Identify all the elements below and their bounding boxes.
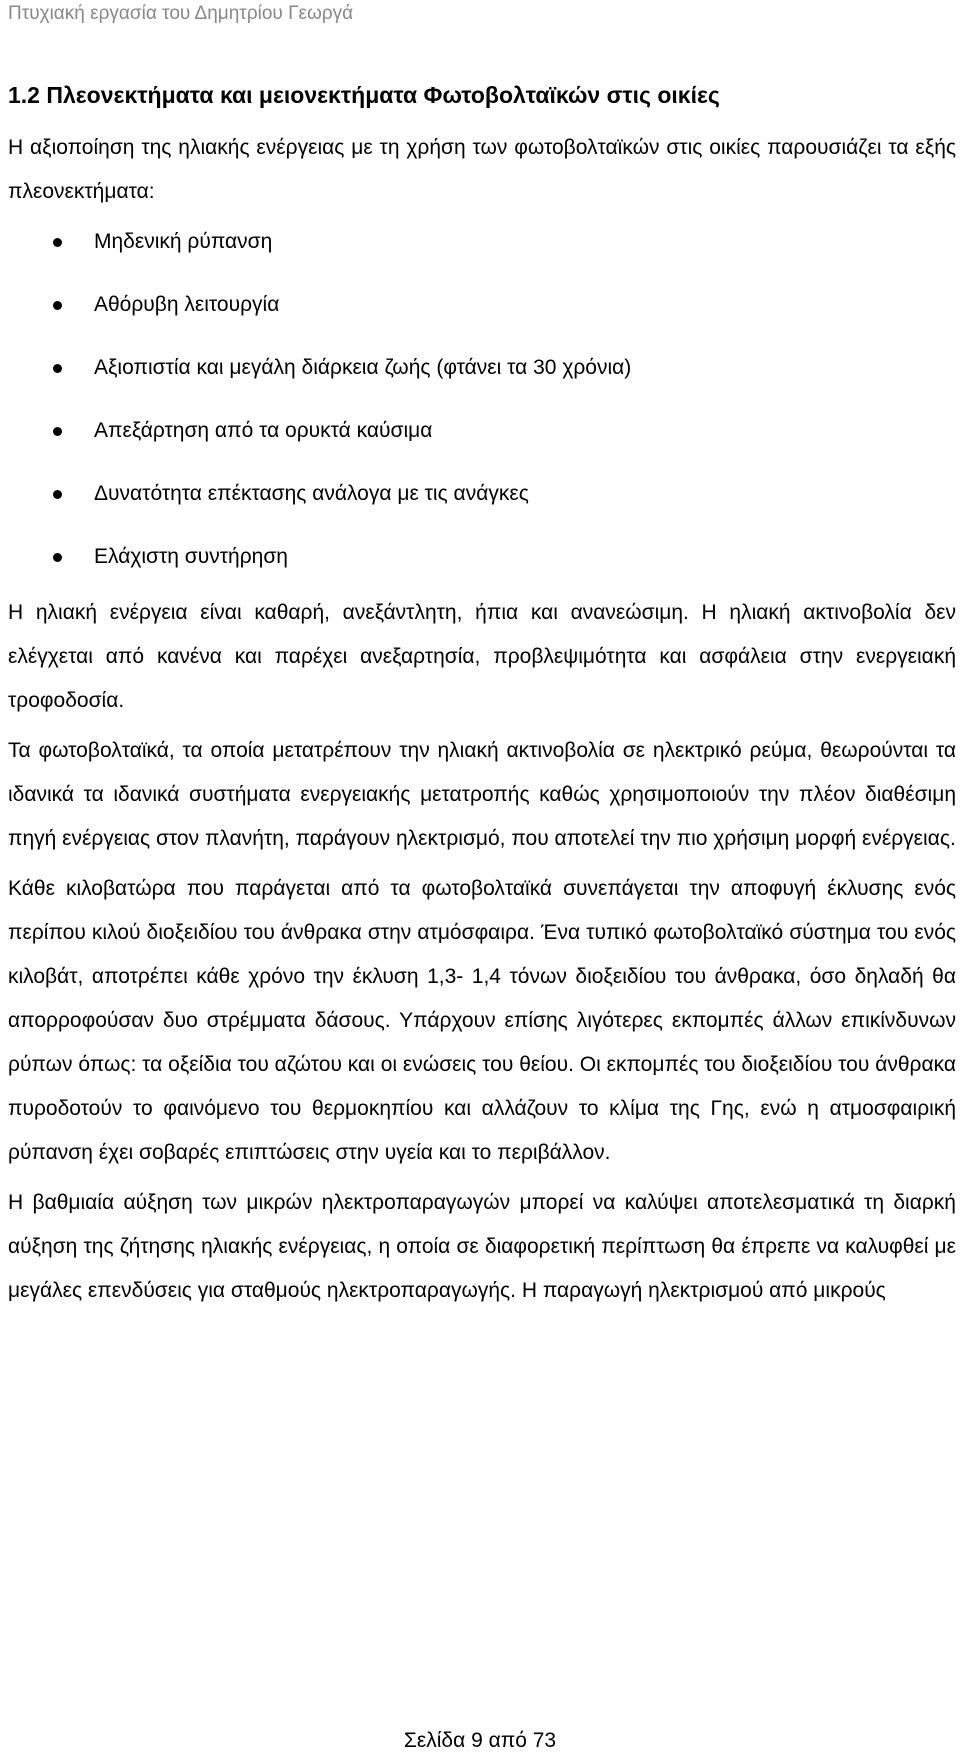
intro-paragraph: Η αξιοποίηση της ηλιακής ενέργειας με τη χρήση των φωτοβολταϊκών στις οικίες παρουσιάζει τα εξής πλεονεκτήματα:	[8, 136, 956, 203]
list-item-text: Μηδενική ρύπανση	[94, 230, 273, 253]
running-header: Πτυχιακή εργασία του Δημητρίου Γεωργά	[8, 3, 354, 24]
paragraph-photovoltaics: Τα φωτοβολταϊκά, τα οποία μετατρέπουν την ηλιακή ακτινοβολία σε ηλεκτρικό ρεύμα, θεωρούνται τα ιδανικά τα ιδανικά συστήματα ενεργειακής μετατροπής καθώς χρησιμοποιούν την πλέον διαθέσιμη πηγή ενέργειας στον πλανήτη, παράγουν ηλεκτρισμό, που αποτελεί την πιο χρήσιμη μορφή ενέργειας.	[8, 739, 956, 850]
list-item-text: Απεξάρτηση από τα ορυκτά καύσιμα	[94, 419, 433, 442]
bullet-icon	[53, 490, 62, 499]
list-item-text: Δυνατότητα επέκτασης ανάλογα με τις ανάγκες	[94, 482, 529, 505]
paragraph-small-producers: Η βαθμιαία αύξηση των μικρών ηλεκτροπαραγωγών μπορεί να καλύψει αποτελεσματικά τη διαρκή αύξηση της ζήτησης ηλιακής ενέργειας, η οποία σε διαφορετική περίπτωση θα έπρεπε να καλυφθεί με μεγάλες επενδύσεις για σταθμούς ηλεκτροπαραγωγής. Η παραγωγή ηλεκτρισμού από μικρούς	[8, 1191, 956, 1302]
bullet-icon	[53, 301, 62, 310]
list-item-text: Ελάχιστη συντήρηση	[94, 545, 288, 568]
list-item-text: Αξιοπιστία και μεγάλη διάρκεια ζωής (φτάνει τα 30 χρόνια)	[94, 356, 632, 379]
bullet-icon	[53, 553, 62, 562]
list-item-text: Αθόρυβη λειτουργία	[94, 293, 280, 316]
advantages-list	[8, 226, 956, 573]
list-item	[8, 541, 956, 573]
list-item	[8, 415, 956, 447]
section-heading: 1.2 Πλεονεκτήματα και μειονεκτήματα Φωτοβολταϊκών στις οικίες	[8, 82, 720, 108]
paragraph-solar-energy: Η ηλιακή ενέργεια είναι καθαρή, ανεξάντλητη, ήπια και ανανεώσιμη. Η ηλιακή ακτινοβολία δεν ελέγχεται από κανένα και παρέχει ανεξαρτησία, προβλεψιμότητα και ασφάλεια στην ενεργειακή τροφοδοσία.	[8, 601, 956, 712]
bullet-icon	[53, 364, 62, 373]
list-item	[8, 289, 956, 321]
list-item	[8, 226, 956, 258]
paragraph-emissions: Κάθε κιλοβατώρα που παράγεται από τα φωτοβολταϊκά συνεπάγεται την αποφυγή έκλυσης ενός περίπου κιλού διοξειδίου του άνθρακα στην ατμόσφαιρα. Ένα τυπικό φωτοβολταϊκό σύστημα του ενός κιλοβάτ, αποτρέπει κάθε χρόνο την έκλυση 1,3- 1,4 τόνων διοξειδίου του άνθρακα, όσο δηλαδή θα απορροφούσαν δυο στρέμματα δάσους. Υπάρχουν επίσης λιγότερες εκπομπές άλλων επικίνδυνων ρύπων όπως: τα οξείδια του αζώτου και οι ενώσεις του θείου. Οι εκπομπές του διοξειδίου του άνθρακα πυροδοτούν το φαινόμενο του θερμοκηπίου και αλλάζουν το κλίμα της Γης, ενώ η ατμοσφαιρική ρύπανση έχει σοβαρές επιπτώσεις στην υγεία και το περιβάλλον.	[8, 877, 956, 1164]
bullet-icon	[53, 238, 62, 247]
bullet-icon	[53, 427, 62, 436]
document-body	[8, 78, 956, 1319]
list-item	[8, 478, 956, 510]
page-number: Σελίδα 9 από 73	[403, 1729, 557, 1752]
list-item	[8, 352, 956, 384]
